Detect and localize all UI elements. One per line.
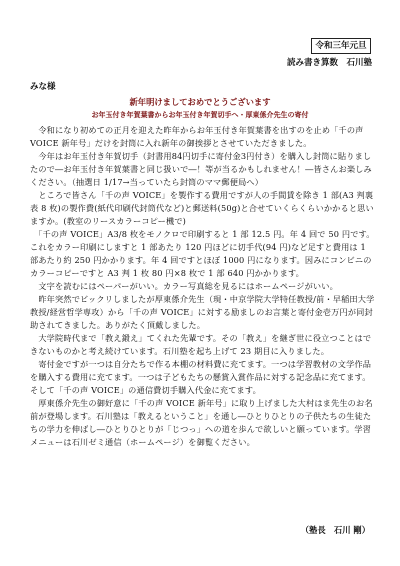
signature: （塾長 石川 剛） [300, 525, 370, 535]
letter-title: 新年明けましておめでとうございます [129, 97, 271, 107]
body-paragraph: ところで皆さん「千の声 VOICE」を製作する費用ですが人の手間賃を除き 1 部(A3 判裏表 8 枚)の製作費(紙代印刷代封筒代など)と郵送料(50g)と合せていくらくらいかかると思いますか。(教室のリースカラーコピー機で) [30, 190, 374, 226]
body-paragraph: 今年はお年玉付き年賀切手（封書用84円切手に寄付金3円付き）を購入し封筒に貼りましたので―お年玉付き年賀葉書と同じ扱いで―！等が当るかもしれません！―皆さんお楽しみください。（抽選日 1/17→当っていたら封筒のママ郵便局へ） [30, 151, 372, 187]
body-paragraph: 厚東係介先生の御好意に「千の声 VOICE 新年号」に取り上げました大村はま先生のお名前が登場します。石川塾は「教えるということ」を通し―ひとりひとりの子供たちの生徒たちの学力を伸ばし―ひとりひとりが「じつっ」への道を歩んで欲しいと願っています。学習メニューは石川ゼミ通信（ホームページ）を御覧ください。 [30, 398, 373, 447]
body-paragraph: 大学院時代まで「教え鍛え」てくれた先輩です。その「教え」を継ぎ世に役立つことはできないものかと考え続けています。石川塾を起ち上げて 23 期目に入りました。 [30, 333, 372, 356]
salutation: みな様 [30, 82, 56, 92]
body-paragraph: 昨年突然でビックリしましたが厚東係介先生（現・中京学院大学特任教授/前・早稲田大学教授/経営哲学専攻）から「千の声 VOICE」に対する励ましのお言葉と寄付金壱万円が同封助されてきました。ありがたく頂戴しました。 [30, 294, 375, 330]
date-box: 令和三年元旦 [311, 38, 371, 54]
organization-name: 読み書き算数 石川塾 [286, 58, 372, 68]
body-paragraph: 文字を読むにはペーパーがいい。カラー写真総を見るにはホームページがいい。 [30, 281, 338, 291]
letter-subtitle: お年玉付き年賀葉書からお年玉付き年賀切手へ・厚東係介先生の寄付 [91, 111, 309, 119]
body-paragraph: 「千の声 VOICE」A3/8 枚をモノクロで印刷すると 1 部 12.5 円。年 4 回で 50 円です。これをカラー印刷にしますと 1 部あたり 120 円ほどに切手代(94 円)など足すと費用は 1 部あたり約 250 円かかります。年 4 回ですとほぼ 1000 円になります。因みにコンビニのカラーコピーですと A3 判 1 枚 80 円×8 枚で 1 部 640 円かかります。 [30, 229, 375, 278]
body-paragraph: 寄付金ですが一つは自分たちで作る本棚の材料費に充てます。一つは学習教材の文学作品を購入する費用に充てます。一つは子どもたちの懸賞入賞作品に対する記念品に充てます。そして「千の声 VOICE」の通信費切手購入代金に充てます。 [30, 359, 372, 395]
letter-body [30, 124, 375, 449]
body-paragraph: 令和になり初めての正月を迎えた昨年からお年玉付き年賀葉書を出すのを止め「千の声 VOICE 新年号」だけを封筒に入れ新年の御挨拶とさせていただきました。 [30, 125, 364, 148]
